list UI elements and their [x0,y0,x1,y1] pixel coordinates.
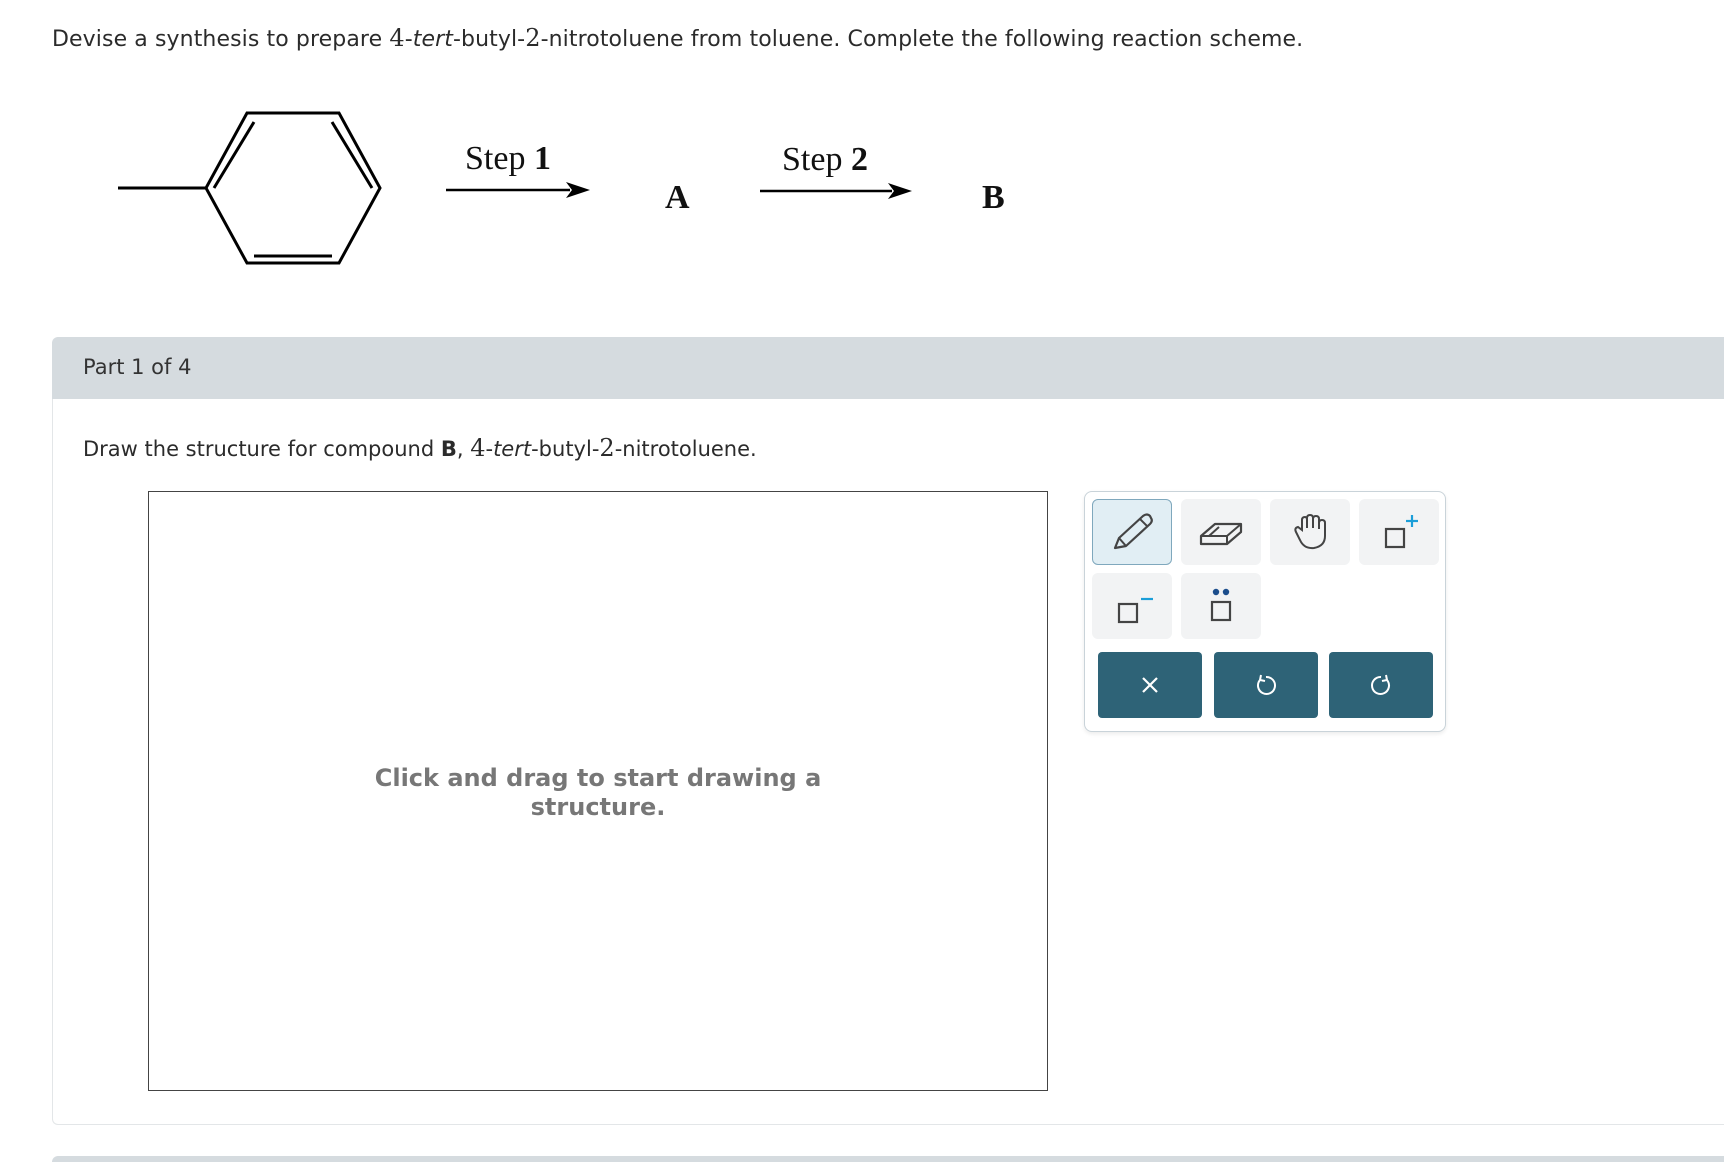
part-header [52,337,1724,399]
canvas-hint: Click and drag to start drawing a structure. [374,764,822,821]
clear-icon [1138,673,1162,697]
add-charge-icon [1376,512,1422,552]
compound-b-label: B [982,179,1005,216]
redo-icon [1368,672,1394,698]
eraser-tool-button[interactable] [1181,499,1261,565]
undo-button[interactable] [1214,652,1318,718]
hand-tool-button[interactable] [1270,499,1350,565]
redo-button[interactable] [1329,652,1433,718]
compound-a-label: A [665,179,690,216]
eraser-icon [1197,514,1245,550]
undo-icon [1253,672,1279,698]
drawing-toolbar [1084,491,1446,732]
question-text: Devise a synthesis to prepare 4-tert-butyl-2-nitrotoluene from toluene. Complete the following reaction scheme. [52,24,1304,52]
part-title: Part 1 of 4 [83,355,192,379]
toluene-structure [0,80,1200,320]
minus-charge-tool-button[interactable] [1092,573,1172,639]
part-question: Draw the structure for compound B, 4-tert-butyl-2-nitrotoluene. [83,434,757,462]
step1-label: Step 1 [465,140,551,177]
lone-pair-icon [1201,584,1241,628]
next-part-header [52,1156,1724,1162]
pencil-tool-button[interactable] [1092,499,1172,565]
minus-charge-icon [1109,586,1155,626]
lone-pair-tool-button[interactable] [1181,573,1261,639]
pencil-icon [1109,512,1155,552]
step2-label: Step 2 [782,141,868,178]
drawing-canvas[interactable] [148,491,1048,1091]
reaction-scheme [0,80,1200,320]
add-charge-tool-button[interactable] [1359,499,1439,565]
hand-icon [1290,512,1330,552]
clear-button[interactable] [1098,652,1202,718]
